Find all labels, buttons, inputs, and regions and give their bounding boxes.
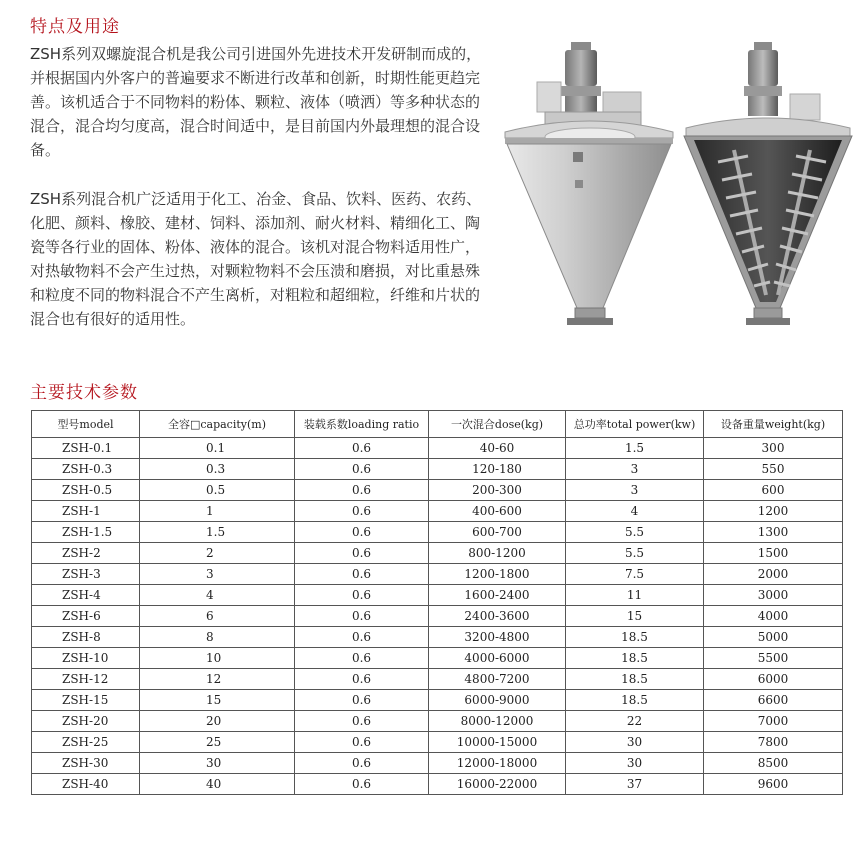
mixer-exterior-image xyxy=(495,40,685,330)
table-cell: 1 xyxy=(140,501,295,522)
table-cell: 25 xyxy=(140,732,295,753)
header-loading-ratio: 装载系数loading ratio xyxy=(295,411,429,438)
table-cell: 0.6 xyxy=(295,732,429,753)
table-cell: ZSH-4 xyxy=(32,585,140,606)
table-cell: ZSH-40 xyxy=(32,774,140,795)
table-cell: 1.5 xyxy=(140,522,295,543)
table-cell: 9600 xyxy=(704,774,843,795)
table-cell: ZSH-10 xyxy=(32,648,140,669)
table-cell: 120-180 xyxy=(429,459,566,480)
table-cell: 400-600 xyxy=(429,501,566,522)
table-row xyxy=(32,480,843,501)
table-cell: ZSH-1 xyxy=(32,501,140,522)
table-cell: 11 xyxy=(566,585,704,606)
table-cell: 5000 xyxy=(704,627,843,648)
table-cell: 600 xyxy=(704,480,843,501)
table-cell: 4 xyxy=(566,501,704,522)
table-cell: 1500 xyxy=(704,543,843,564)
table-cell: 1600-2400 xyxy=(429,585,566,606)
table-row xyxy=(32,501,843,522)
table-cell: 12000-18000 xyxy=(429,753,566,774)
table-cell: 30 xyxy=(566,753,704,774)
header-total-power: 总功率total power(kw) xyxy=(566,411,704,438)
table-cell: 2400-3600 xyxy=(429,606,566,627)
table-cell: ZSH-25 xyxy=(32,732,140,753)
table-cell: 3 xyxy=(566,459,704,480)
table-cell: 15 xyxy=(140,690,295,711)
table-cell: 10000-15000 xyxy=(429,732,566,753)
table-cell: 16000-22000 xyxy=(429,774,566,795)
table-cell: 5.5 xyxy=(566,543,704,564)
table-row xyxy=(32,732,843,753)
table-cell: 7.5 xyxy=(566,564,704,585)
table-row xyxy=(32,774,843,795)
table-cell: 0.6 xyxy=(295,459,429,480)
features-paragraph-2: ZSH系列混合机广泛适用于化工、冶金、食品、饮料、医药、农药、化肥、颜料、橡胶、建材、饲料、添加剂、耐火材料、精细化工、陶瓷等各行业的固体、粉体、液体的混合。该机对混合物料适用性广，对热敏物料不会产生过热，对颗粒物料不会压溃和磨损，对比重悬殊和粒度不同的物料混合不产生离析，对粗粒和超细粒，纤维和片状的混合也有很好的适用性。 xyxy=(30,190,482,328)
table-cell: 0.6 xyxy=(295,564,429,585)
table-cell: ZSH-6 xyxy=(32,606,140,627)
table-cell: 4000-6000 xyxy=(429,648,566,669)
table-cell: 3 xyxy=(566,480,704,501)
table-cell: ZSH-30 xyxy=(32,753,140,774)
mixer-cutaway-image xyxy=(678,40,858,330)
table-row xyxy=(32,585,843,606)
table-cell: 0.1 xyxy=(140,438,295,459)
table-cell: ZSH-12 xyxy=(32,669,140,690)
table-row xyxy=(32,753,843,774)
table-cell: 0.6 xyxy=(295,585,429,606)
table-row xyxy=(32,690,843,711)
table-cell: 6000-9000 xyxy=(429,690,566,711)
table-header-row xyxy=(32,411,843,438)
table-cell: 18.5 xyxy=(566,648,704,669)
table-cell: 20 xyxy=(140,711,295,732)
table-cell: 22 xyxy=(566,711,704,732)
header-model: 型号model xyxy=(32,411,140,438)
table-cell: 4000 xyxy=(704,606,843,627)
table-cell: 3200-4800 xyxy=(429,627,566,648)
table-cell: 40-60 xyxy=(429,438,566,459)
table-cell: 0.5 xyxy=(140,480,295,501)
table-cell: 0.6 xyxy=(295,774,429,795)
table-cell: 800-1200 xyxy=(429,543,566,564)
table-row xyxy=(32,459,843,480)
table-cell: 3 xyxy=(140,564,295,585)
table-cell: ZSH-0.3 xyxy=(32,459,140,480)
table-cell: 0.6 xyxy=(295,711,429,732)
table-row xyxy=(32,648,843,669)
table-cell: 550 xyxy=(704,459,843,480)
spec-table xyxy=(31,410,843,795)
table-cell: 18.5 xyxy=(566,669,704,690)
table-cell: 30 xyxy=(566,732,704,753)
table-cell: 30 xyxy=(140,753,295,774)
header-dose: 一次混合dose(kg) xyxy=(429,411,566,438)
table-cell: 2000 xyxy=(704,564,843,585)
table-cell: 0.6 xyxy=(295,669,429,690)
table-cell: 0.6 xyxy=(295,648,429,669)
table-cell: 8000-12000 xyxy=(429,711,566,732)
table-cell: 0.6 xyxy=(295,522,429,543)
table-cell: ZSH-20 xyxy=(32,711,140,732)
table-cell: 300 xyxy=(704,438,843,459)
table-cell: 600-700 xyxy=(429,522,566,543)
table-cell: ZSH-0.1 xyxy=(32,438,140,459)
table-cell: 6000 xyxy=(704,669,843,690)
table-cell: 18.5 xyxy=(566,690,704,711)
table-cell: 0.6 xyxy=(295,627,429,648)
table-row xyxy=(32,669,843,690)
table-cell: 0.3 xyxy=(140,459,295,480)
header-weight: 设备重量weight(kg) xyxy=(704,411,843,438)
table-cell: ZSH-1.5 xyxy=(32,522,140,543)
table-cell: ZSH-15 xyxy=(32,690,140,711)
table-cell: 7800 xyxy=(704,732,843,753)
table-cell: ZSH-8 xyxy=(32,627,140,648)
table-cell: 0.6 xyxy=(295,543,429,564)
table-cell: 0.6 xyxy=(295,753,429,774)
table-cell: 1200 xyxy=(704,501,843,522)
table-cell: 8 xyxy=(140,627,295,648)
table-cell: 4 xyxy=(140,585,295,606)
table-cell: 4800-7200 xyxy=(429,669,566,690)
table-cell: 200-300 xyxy=(429,480,566,501)
table-cell: 7000 xyxy=(704,711,843,732)
table-cell: 10 xyxy=(140,648,295,669)
table-cell: 2 xyxy=(140,543,295,564)
table-cell: 0.6 xyxy=(295,480,429,501)
table-cell: 0.6 xyxy=(295,606,429,627)
table-cell: 1300 xyxy=(704,522,843,543)
table-cell: 1.5 xyxy=(566,438,704,459)
table-cell: 8500 xyxy=(704,753,843,774)
table-cell: 5500 xyxy=(704,648,843,669)
table-row xyxy=(32,438,843,459)
table-cell: 0.6 xyxy=(295,501,429,522)
table-row xyxy=(32,543,843,564)
table-row xyxy=(32,627,843,648)
header-capacity: 全容□capacity(m) xyxy=(140,411,295,438)
table-cell: 1200-1800 xyxy=(429,564,566,585)
section-title-features: 特点及用途 xyxy=(30,17,120,37)
section-title-specs: 主要技术参数 xyxy=(30,383,138,403)
table-cell: 0.6 xyxy=(295,438,429,459)
table-cell: 6 xyxy=(140,606,295,627)
table-cell: 18.5 xyxy=(566,627,704,648)
table-cell: 40 xyxy=(140,774,295,795)
mixer-cutaway-drawing xyxy=(678,40,858,330)
table-cell: 37 xyxy=(566,774,704,795)
table-row xyxy=(32,711,843,732)
table-cell: 12 xyxy=(140,669,295,690)
features-paragraph-1: ZSH系列双螺旋混合机是我公司引进国外先进技术开发研制而成的，并根据国内外客户的普遍要求不断进行改革和创新，时期性能更趋完善。该机适合于不同物料的粉体、颗粒、液体（喷洒）等多种状态的混合，混合均匀度高，混合时间适中，是目前国内外最理想的混合设备。 xyxy=(30,45,482,159)
table-row xyxy=(32,522,843,543)
table-cell: ZSH-0.5 xyxy=(32,480,140,501)
table-cell: 5.5 xyxy=(566,522,704,543)
table-row xyxy=(32,564,843,585)
table-cell: 0.6 xyxy=(295,690,429,711)
table-cell: 6600 xyxy=(704,690,843,711)
table-cell: 3000 xyxy=(704,585,843,606)
table-cell: ZSH-2 xyxy=(32,543,140,564)
table-row xyxy=(32,606,843,627)
table-cell: ZSH-3 xyxy=(32,564,140,585)
mixer-exterior-drawing xyxy=(495,40,685,330)
table-cell: 15 xyxy=(566,606,704,627)
